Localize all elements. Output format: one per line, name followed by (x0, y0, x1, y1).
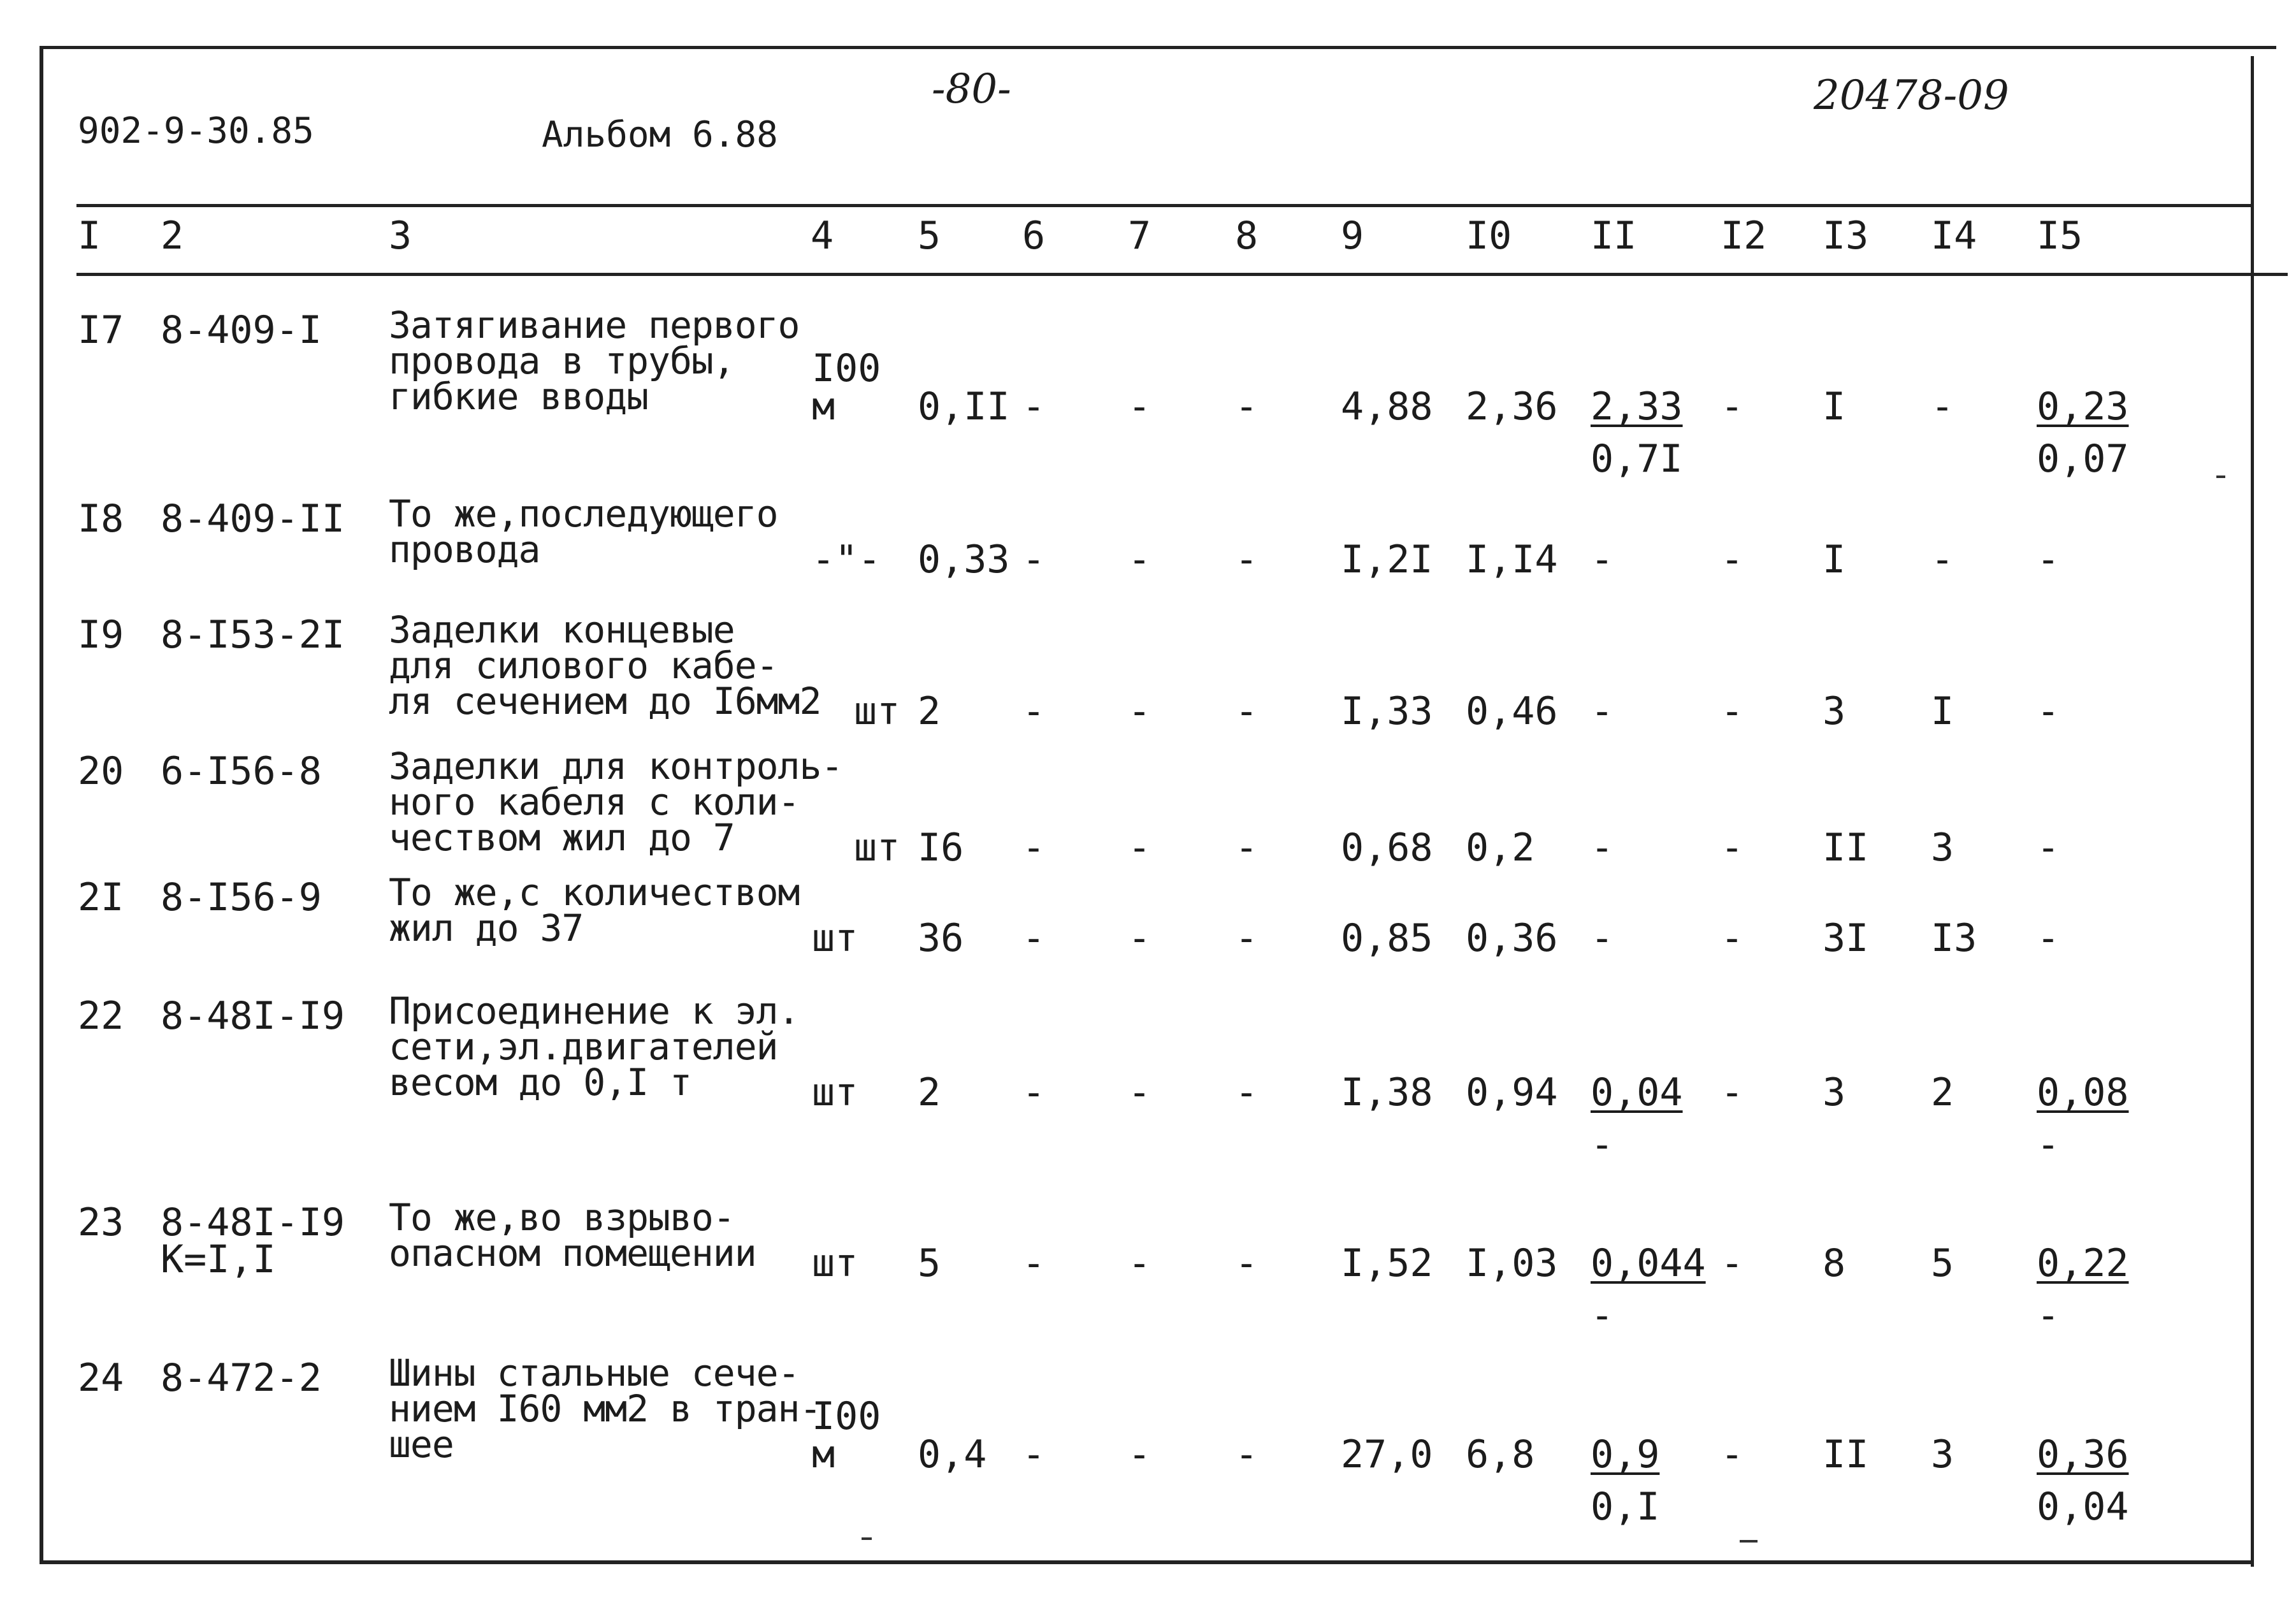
value-col-6: - (1022, 689, 1046, 734)
value-col-12: - (1721, 825, 1744, 870)
unit: шт (854, 689, 900, 734)
rate-code: 8-472-2 (161, 1356, 322, 1400)
value-col-5: 0,II (918, 384, 1010, 429)
value-col-6: - (1022, 916, 1046, 961)
value-col-9: I,2I (1341, 537, 1433, 582)
value-col-11: 2,33 (1591, 384, 1683, 429)
stray-mark (862, 1537, 872, 1540)
value-col-11: - (1591, 537, 1614, 582)
value-col-12: - (1721, 537, 1744, 582)
value-col-11: - (1591, 825, 1614, 870)
rate-coefficient: K=I,I (161, 1237, 276, 1282)
work-description: Заделки для контроль- ного кабеля с коли- чеством жил до 7 (389, 744, 843, 859)
value-col-14: - (1931, 537, 1954, 582)
value-col-5: 2 (918, 1070, 941, 1115)
value-col-11: - (1591, 916, 1614, 961)
page-mark: -80- (932, 66, 1011, 113)
value-col-10: I,03 (1466, 1241, 1558, 1286)
doc-code: 902-9-30.85 (78, 110, 314, 152)
value-col-9: 27,0 (1341, 1432, 1433, 1477)
column-header-13: I3 (1823, 214, 1869, 258)
value-col-15-secondary: 0,04 (2037, 1485, 2129, 1529)
column-header-10: I0 (1466, 214, 1512, 258)
value-col-11: 0,04 (1591, 1070, 1683, 1115)
value-col-5: I6 (918, 825, 964, 870)
value-col-13: II (1823, 1432, 1869, 1477)
unit: шт (812, 1070, 858, 1115)
value-col-13: 3I (1823, 916, 1869, 961)
rate-code: 8-409-I (161, 308, 322, 352)
value-col-13: 3 (1823, 1070, 1846, 1115)
value-col-5: 36 (918, 916, 964, 961)
rate-code: 8-I53-2I (161, 613, 345, 657)
value-col-9: I,33 (1341, 689, 1433, 734)
unit: -"- (812, 537, 881, 582)
value-col-5: 2 (918, 689, 941, 734)
work-description: Присоединение к эл. сети,эл.двигателей весом до 0,I т (389, 989, 800, 1104)
unit: м (812, 1432, 835, 1477)
value-col-5: 0,4 (918, 1432, 987, 1477)
value-col-15: - (2037, 916, 2060, 961)
value-col-5: 5 (918, 1241, 941, 1286)
value-col-11-secondary: 0,I (1591, 1485, 1660, 1529)
unit: шт (812, 916, 858, 961)
rate-code: 8-48I-I9 (161, 994, 345, 1038)
value-col-14: 3 (1931, 1432, 1954, 1477)
value-col-8: - (1235, 1432, 1259, 1477)
work-description: Заделки концевые для силового кабе- ля сечением до I6мм2 (389, 608, 821, 723)
value-col-7: - (1128, 916, 1152, 961)
rate-code: 6-I56-8 (161, 749, 322, 794)
unit: шт (854, 825, 900, 870)
value-col-11-secondary: - (1591, 1293, 1614, 1338)
value-col-9: I,38 (1341, 1070, 1433, 1115)
value-col-6: - (1022, 384, 1046, 429)
value-col-12: - (1721, 1432, 1744, 1477)
value-col-15-secondary: - (2037, 1293, 2060, 1338)
rate-code: 8-I56-9 (161, 875, 322, 920)
value-col-13: II (1823, 825, 1869, 870)
value-col-15: 0,36 (2037, 1432, 2129, 1477)
value-col-14: 3 (1931, 825, 1954, 870)
value-col-6: - (1022, 1241, 1046, 1286)
work-description: То же,с количеством жил до 37 (389, 871, 800, 950)
row-number: I9 (78, 613, 124, 657)
value-col-14: I (1931, 689, 1954, 734)
value-col-6: - (1022, 537, 1046, 582)
value-col-14: 5 (1931, 1241, 1954, 1286)
album-label: Альбом 6.88 (542, 114, 778, 156)
value-col-11-secondary: 0,7I (1591, 437, 1683, 481)
value-col-15: - (2037, 825, 2060, 870)
value-col-10: 0,36 (1466, 916, 1558, 961)
value-col-7: - (1128, 537, 1152, 582)
value-col-5: 0,33 (918, 537, 1010, 582)
value-col-15: - (2037, 537, 2060, 582)
frame-top-border (40, 46, 2276, 49)
value-col-15: 0,22 (2037, 1241, 2129, 1286)
value-col-11: - (1591, 689, 1614, 734)
column-header-7: 7 (1128, 214, 1152, 258)
value-col-13: 3 (1823, 689, 1846, 734)
row-number: 20 (78, 749, 124, 794)
rate-code: 8-409-II (161, 497, 345, 541)
work-description: Затягивание первого провода в трубы, гибкие вводы (389, 303, 800, 418)
value-col-8: - (1235, 1241, 1259, 1286)
work-description: То же,последующего провода (389, 492, 778, 571)
value-col-10: 0,94 (1466, 1070, 1558, 1115)
row-number: 24 (78, 1356, 124, 1400)
value-col-11-secondary: - (1591, 1122, 1614, 1167)
column-header-14: I4 (1931, 214, 1977, 258)
column-header-11: II (1591, 214, 1637, 258)
value-col-12: - (1721, 384, 1744, 429)
value-col-9: 4,88 (1341, 384, 1433, 429)
work-description: Шины стальные сече- нием I60 мм2 в тран- шее (389, 1351, 821, 1466)
header-bottom-rule (76, 273, 2288, 276)
value-col-7: - (1128, 384, 1152, 429)
value-col-8: - (1235, 384, 1259, 429)
value-col-6: - (1022, 1070, 1046, 1115)
value-col-9: 0,68 (1341, 825, 1433, 870)
value-col-9: 0,85 (1341, 916, 1433, 961)
value-col-7: - (1128, 1241, 1152, 1286)
inventory-number: 20478-09 (1814, 72, 2009, 119)
stray-mark (2216, 476, 2225, 478)
value-col-12: - (1721, 1241, 1744, 1286)
value-col-8: - (1235, 537, 1259, 582)
value-col-10: 6,8 (1466, 1432, 1535, 1477)
row-number: 22 (78, 994, 124, 1038)
column-header-8: 8 (1235, 214, 1259, 258)
work-description: То же,во взрыво- опасном помещении (389, 1196, 756, 1275)
column-header-5: 5 (918, 214, 941, 258)
value-col-7: - (1128, 1070, 1152, 1115)
value-col-9: I,52 (1341, 1241, 1433, 1286)
frame-right-border (2251, 56, 2254, 1567)
row-number: 23 (78, 1200, 124, 1245)
column-header-9: 9 (1341, 214, 1364, 258)
stray-mark (1740, 1540, 1758, 1543)
value-col-13: I (1823, 384, 1846, 429)
unit: шт (812, 1241, 858, 1286)
column-header-4: 4 (811, 214, 834, 258)
value-col-8: - (1235, 825, 1259, 870)
value-col-14: 2 (1931, 1070, 1954, 1115)
value-col-13: 8 (1823, 1241, 1846, 1286)
value-col-12: - (1721, 1070, 1744, 1115)
value-col-12: - (1721, 916, 1744, 961)
column-header-1: I (78, 214, 101, 258)
value-col-8: - (1235, 1070, 1259, 1115)
row-number: 2I (78, 875, 124, 920)
value-col-8: - (1235, 689, 1259, 734)
value-col-13: I (1823, 537, 1846, 582)
value-col-14: I3 (1931, 916, 1977, 961)
value-col-15: - (2037, 689, 2060, 734)
value-col-6: - (1022, 825, 1046, 870)
column-header-2: 2 (161, 214, 184, 258)
value-col-7: - (1128, 1432, 1152, 1477)
value-col-15-secondary: 0,07 (2037, 437, 2129, 481)
value-col-11: 0,9 (1591, 1432, 1660, 1477)
value-col-8: - (1235, 916, 1259, 961)
unit: I00 (812, 346, 881, 391)
value-col-15: 0,23 (2037, 384, 2129, 429)
column-header-6: 6 (1022, 214, 1046, 258)
value-col-7: - (1128, 689, 1152, 734)
row-number: I7 (78, 308, 124, 352)
value-col-12: - (1721, 689, 1744, 734)
rate-code: 8-48I-I9 (161, 1200, 345, 1245)
value-col-10: 2,36 (1466, 384, 1558, 429)
value-col-7: - (1128, 825, 1152, 870)
unit: I00 (812, 1394, 881, 1439)
value-col-14: - (1931, 384, 1954, 429)
header-top-rule (76, 204, 2253, 207)
column-header-15: I5 (2037, 214, 2083, 258)
value-col-10: 0,2 (1466, 825, 1535, 870)
frame-bottom-border (40, 1560, 2254, 1564)
column-header-3: 3 (389, 214, 412, 258)
value-col-6: - (1022, 1432, 1046, 1477)
value-col-11: 0,044 (1591, 1241, 1706, 1286)
value-col-10: I,I4 (1466, 537, 1558, 582)
column-header-12: I2 (1721, 214, 1767, 258)
value-col-15: 0,08 (2037, 1070, 2129, 1115)
unit: м (812, 384, 835, 429)
value-col-10: 0,46 (1466, 689, 1558, 734)
frame-left-border (40, 46, 43, 1563)
value-col-15-secondary: - (2037, 1122, 2060, 1167)
row-number: I8 (78, 497, 124, 541)
